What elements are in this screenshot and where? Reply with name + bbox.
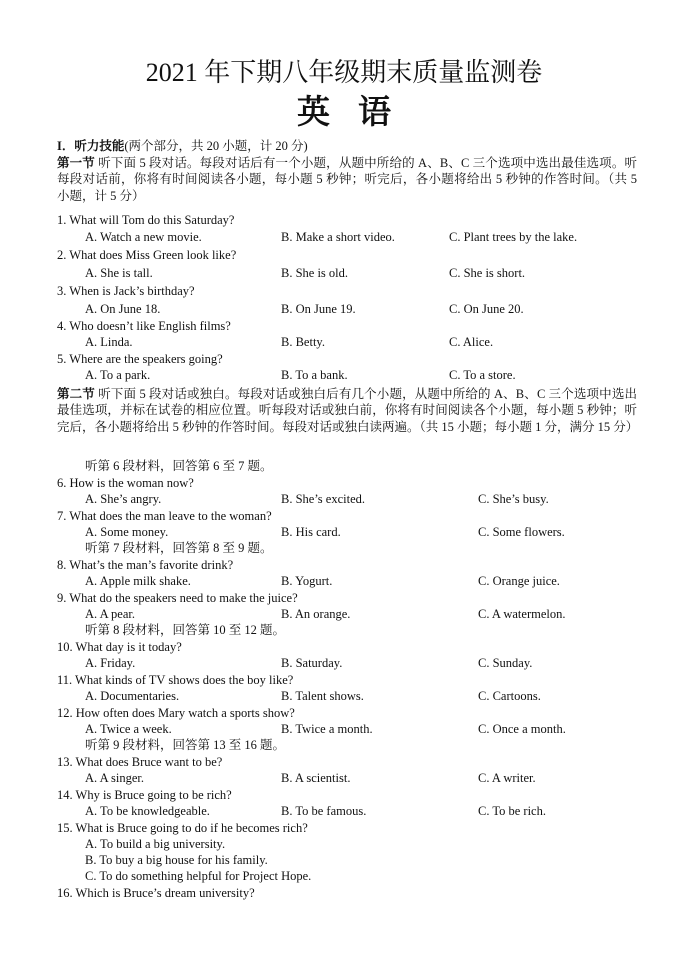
material-8: 听第 8 段材料，回答第 10 至 12 题。	[85, 623, 286, 637]
question-11-option-a: A. Documentaries.	[85, 689, 180, 703]
question-12: 12. How often does Mary watch a sports show?	[57, 706, 295, 720]
question-1: 1. What will Tom do this Saturday?	[57, 213, 235, 227]
section2-text: 听下面 5 段对话或独白。每段对话或独白后有几个小题，从题中所给的 A、B、C 三个选项中选出最佳选项，并标在试卷的相应位置。听每段对话或独白前，你将有时间阅读各个小题，每小题 5 秒钟；听完后，各小题将给出 5 秒钟的作答时间。每段对话或独白读两遍。（共 15 小题；每小题 1 分，满分 15 分）	[57, 387, 639, 434]
question-12-option-b: B. Twice a month.	[281, 722, 373, 736]
question-7-option-b: B. His card.	[281, 525, 341, 539]
question-3-option-b: B. On June 19.	[281, 302, 356, 316]
question-8-option-c: C. Orange juice.	[478, 574, 560, 588]
question-6-option-a: A. She’s angry.	[85, 492, 162, 506]
question-4-option-a: A. Linda.	[85, 335, 133, 349]
question-2-option-a: A. She is tall.	[85, 266, 153, 280]
question-4-option-b: B. Betty.	[281, 335, 325, 349]
part1-heading	[57, 138, 308, 154]
question-5: 5. Where are the speakers going?	[57, 352, 223, 366]
question-3-option-a: A. On June 18.	[85, 302, 161, 316]
section2-instructions	[57, 386, 637, 435]
question-10-option-c: C. Sunday.	[478, 656, 533, 670]
question-9: 9. What do the speakers need to make the juice?	[57, 591, 298, 605]
question-14-option-b: B. To be famous.	[281, 804, 367, 818]
subject-title: 英语	[297, 95, 419, 131]
question-2-option-b: B. She is old.	[281, 266, 349, 280]
question-8-option-b: B. Yogurt.	[281, 574, 333, 588]
question-5-option-a: A. To a park.	[85, 368, 151, 382]
question-2: 2. What does Miss Green look like?	[57, 248, 237, 262]
part1-heading-label: I．听力技能	[57, 139, 125, 153]
question-11-option-c: C. Cartoons.	[478, 689, 541, 703]
question-7: 7. What does the man leave to the woman?	[57, 509, 272, 523]
question-10-option-b: B. Saturday.	[281, 656, 343, 670]
question-14-option-a: A. To be knowledgeable.	[85, 804, 210, 818]
question-8: 8. What’s the man’s favorite drink?	[57, 558, 234, 572]
question-7-option-c: C. Some flowers.	[478, 525, 565, 539]
question-3-option-c: C. On June 20.	[449, 302, 524, 316]
question-12-option-a: A. Twice a week.	[85, 722, 172, 736]
material-9: 听第 9 段材料，回答第 13 至 16 题。	[85, 738, 286, 752]
question-5-option-b: B. To a bank.	[281, 368, 348, 382]
question-13: 13. What does Bruce want to be?	[57, 755, 223, 769]
question-10-option-a: A. Friday.	[85, 656, 136, 670]
question-13-option-c: C. A writer.	[478, 771, 536, 785]
question-9-option-b: B. An orange.	[281, 607, 351, 621]
question-7-option-a: A. Some money.	[85, 525, 169, 539]
question-12-option-c: C. Once a month.	[478, 722, 566, 736]
question-6-option-c: C. She’s busy.	[478, 492, 549, 506]
question-14: 14. Why is Bruce going to be rich?	[57, 788, 232, 802]
question-6-option-b: B. She’s excited.	[281, 492, 366, 506]
material-7: 听第 7 段材料，回答第 8 至 9 题。	[85, 541, 273, 555]
question-10: 10. What day is it today?	[57, 640, 182, 654]
question-15-option-b: B. To buy a big house for his family.	[85, 853, 268, 867]
question-4-option-c: C. Alice.	[449, 335, 494, 349]
section2-label: 第二节	[57, 387, 95, 401]
question-14-option-c: C. To be rich.	[478, 804, 546, 818]
question-6: 6. How is the woman now?	[57, 476, 194, 490]
question-11: 11. What kinds of TV shows does the boy like?	[57, 673, 294, 687]
question-8-option-a: A. Apple milk shake.	[85, 574, 191, 588]
question-1-option-b: B. Make a short video.	[281, 230, 395, 244]
question-9-option-c: C. A watermelon.	[478, 607, 566, 621]
question-16: 16. Which is Bruce’s dream university?	[57, 886, 255, 900]
question-13-option-b: B. A scientist.	[281, 771, 351, 785]
material-6: 听第 6 段材料，回答第 6 至 7 题。	[85, 459, 273, 473]
question-11-option-b: B. Talent shows.	[281, 689, 364, 703]
question-15: 15. What is Bruce going to do if he becomes rich?	[57, 821, 308, 835]
question-13-option-a: A. A singer.	[85, 771, 145, 785]
question-9-option-a: A. A pear.	[85, 607, 135, 621]
exam-title: 2021 年下期八年级期末质量监测卷	[145, 58, 543, 87]
question-3: 3. When is Jack’s birthday?	[57, 284, 195, 298]
section1-instructions	[57, 155, 637, 204]
question-4: 4. Who doesn’t like English films?	[57, 319, 231, 333]
question-5-option-c: C. To a store.	[449, 368, 516, 382]
question-1-option-a: A. Watch a new movie.	[85, 230, 202, 244]
question-1-option-c: C. Plant trees by the lake.	[449, 230, 578, 244]
question-15-option-a: A. To build a big university.	[85, 837, 226, 851]
section1-text: 听下面 5 段对话。每段对话后有一个小题，从题中所给的 A、B、C 三个选项中选出最佳选项。听每段对话前，你将有时间阅读各小题，每小题 5 秒钟；听完后，各小题将给出 5 秒钟的作答时间。（共 5 小题，计 5 分）	[57, 156, 637, 203]
part1-heading-note: (两个部分，共 20 小题，计 20 分)	[124, 139, 308, 153]
question-2-option-c: C. She is short.	[449, 266, 526, 280]
section1-label: 第一节	[57, 156, 95, 170]
question-15-option-c: C. To do something helpful for Project Hope.	[85, 869, 312, 883]
